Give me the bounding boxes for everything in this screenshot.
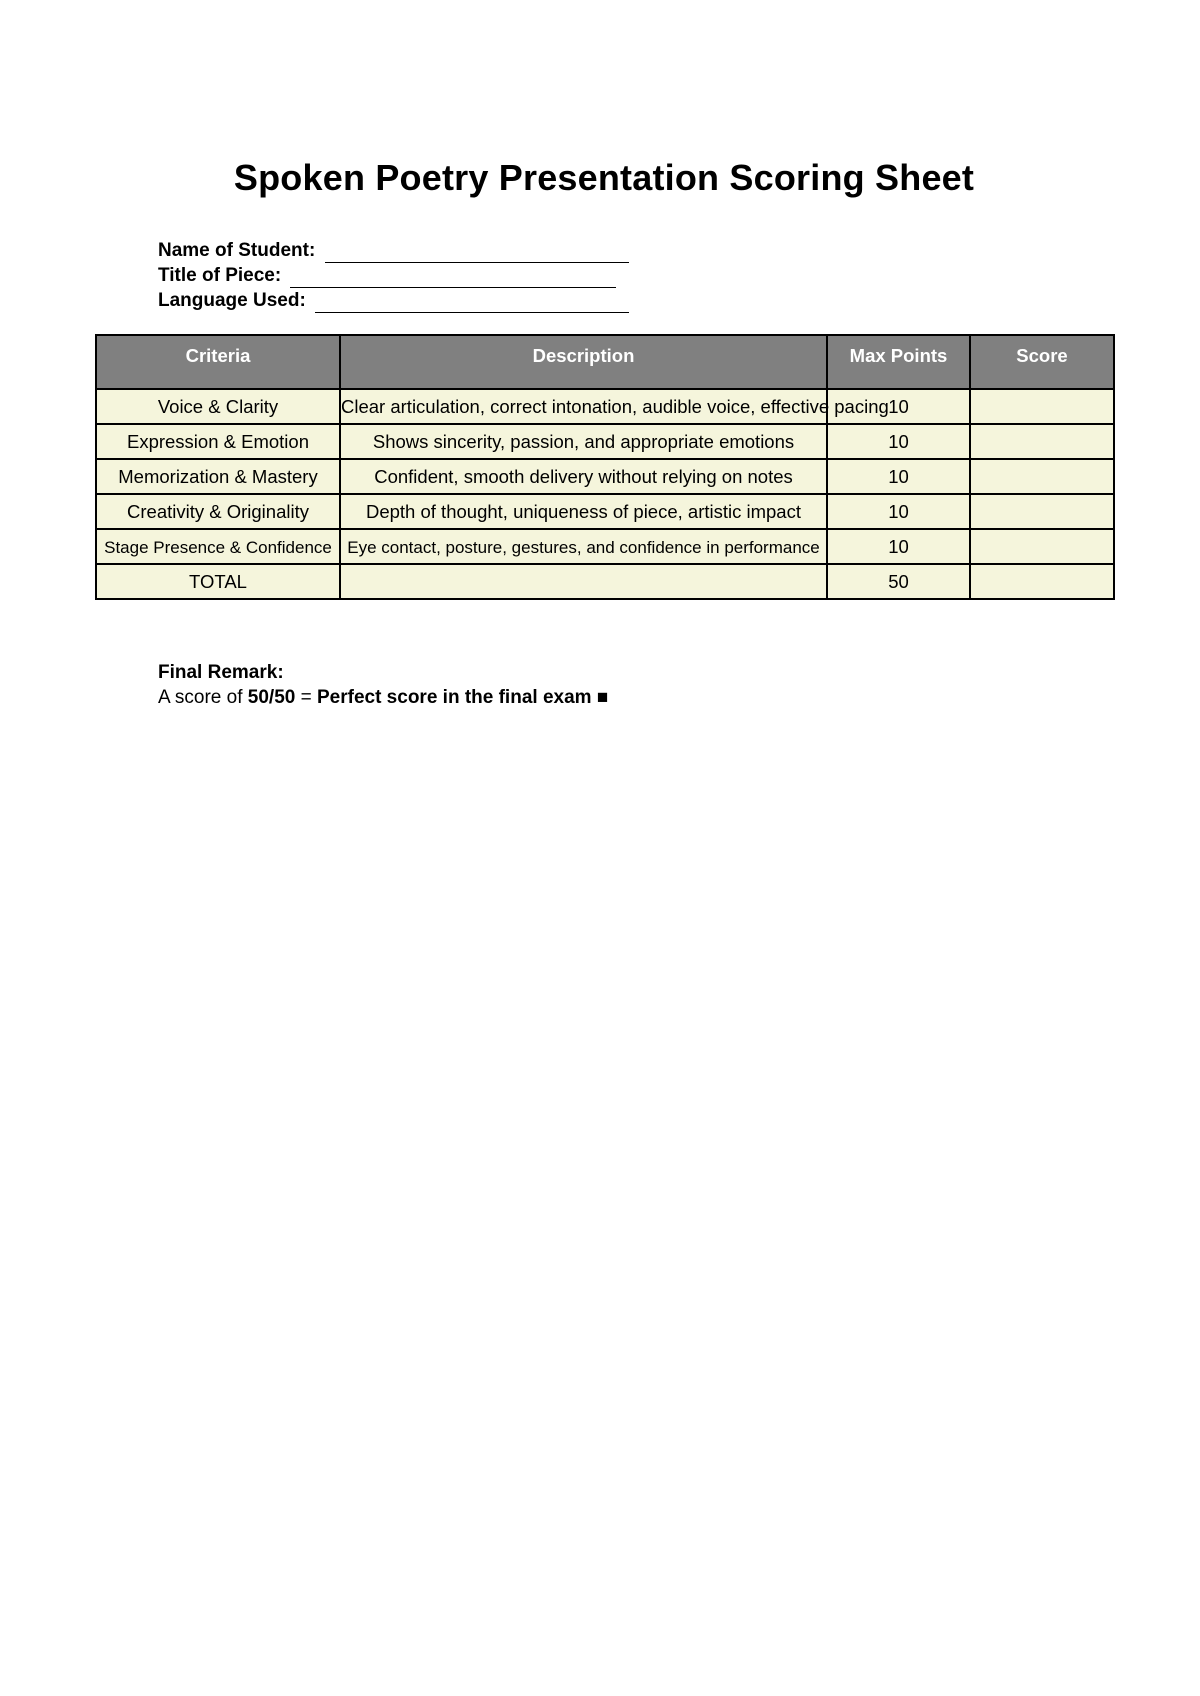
- table-row: [96, 459, 1114, 494]
- description-text: Depth of thought, uniqueness of piece, artistic impact: [365, 500, 801, 522]
- description-cell: [340, 529, 827, 564]
- max-points-cell: 10: [827, 529, 970, 564]
- square-bullet-icon: ■: [596, 687, 609, 708]
- final-remark-text: [158, 685, 608, 710]
- criteria-cell: [96, 459, 340, 494]
- total-label-cell: TOTAL: [96, 564, 340, 599]
- description-text: Shows sincerity, passion, and appropriate emotions: [372, 430, 795, 452]
- student-info-block: [158, 238, 629, 313]
- score-cell[interactable]: [970, 529, 1114, 564]
- max-points-cell: 10: [827, 424, 970, 459]
- final-remark-heading: Final Remark:: [158, 662, 284, 683]
- header-score: Score: [970, 335, 1114, 389]
- max-points-cell: 10: [827, 389, 970, 424]
- student-name-blank[interactable]: [325, 243, 629, 263]
- piece-title-label: Title of Piece:: [158, 265, 282, 286]
- score-cell[interactable]: [970, 424, 1114, 459]
- language-label: Language Used:: [158, 290, 306, 311]
- header-description: Description: [340, 335, 827, 389]
- table-row: [96, 529, 1114, 564]
- criteria-cell: [96, 389, 340, 424]
- final-remark-suffix: Perfect score in the final exam: [316, 687, 592, 708]
- max-points-cell: 10: [827, 459, 970, 494]
- header-criteria: Criteria: [96, 335, 340, 389]
- student-name-label: Name of Student:: [158, 240, 316, 261]
- final-remark-score: 50/50: [247, 687, 296, 708]
- table-row: [96, 424, 1114, 459]
- criteria-text: Voice & Clarity: [157, 395, 279, 417]
- header-max-points: Max Points: [827, 335, 970, 389]
- final-remark-equals: =: [295, 687, 317, 708]
- final-remark-prefix: A score of: [158, 687, 248, 708]
- piece-title-blank[interactable]: [290, 268, 616, 288]
- score-cell[interactable]: [970, 389, 1114, 424]
- page-title: Spoken Poetry Presentation Scoring Sheet: [233, 157, 975, 198]
- total-max-points-cell: 50: [827, 564, 970, 599]
- student-name-line: [158, 238, 629, 263]
- criteria-text: Memorization & Mastery: [118, 465, 318, 487]
- piece-title-line: [158, 263, 629, 288]
- total-description-cell: [340, 564, 827, 599]
- criteria-cell: [96, 494, 340, 529]
- description-text: Confident, smooth delivery without relying on notes: [374, 465, 793, 487]
- table-header-row: [96, 335, 1114, 389]
- language-line: [158, 288, 629, 313]
- description-cell: [340, 389, 889, 424]
- description-cell: [340, 494, 827, 529]
- table-row: [96, 389, 1114, 424]
- table-row: [96, 494, 1114, 529]
- criteria-cell: [96, 529, 340, 564]
- max-points-cell: 10: [827, 494, 970, 529]
- scoring-table: [95, 334, 1115, 600]
- description-cell: [340, 459, 827, 494]
- description-cell: [340, 424, 827, 459]
- criteria-text: Expression & Emotion: [126, 430, 309, 452]
- criteria-cell: [96, 424, 340, 459]
- description-text: Clear articulation, correct intonation, audible voice, effective pacing: [341, 395, 889, 417]
- score-cell[interactable]: [970, 459, 1114, 494]
- score-cell[interactable]: [970, 494, 1114, 529]
- criteria-text: Stage Presence & Confidence: [104, 537, 332, 557]
- total-row: [96, 564, 1114, 599]
- final-remark-block: [158, 660, 608, 710]
- total-score-cell[interactable]: [970, 564, 1114, 599]
- criteria-text: Creativity & Originality: [127, 500, 309, 522]
- language-blank[interactable]: [315, 293, 629, 313]
- description-text: Eye contact, posture, gestures, and confidence in performance: [347, 537, 820, 557]
